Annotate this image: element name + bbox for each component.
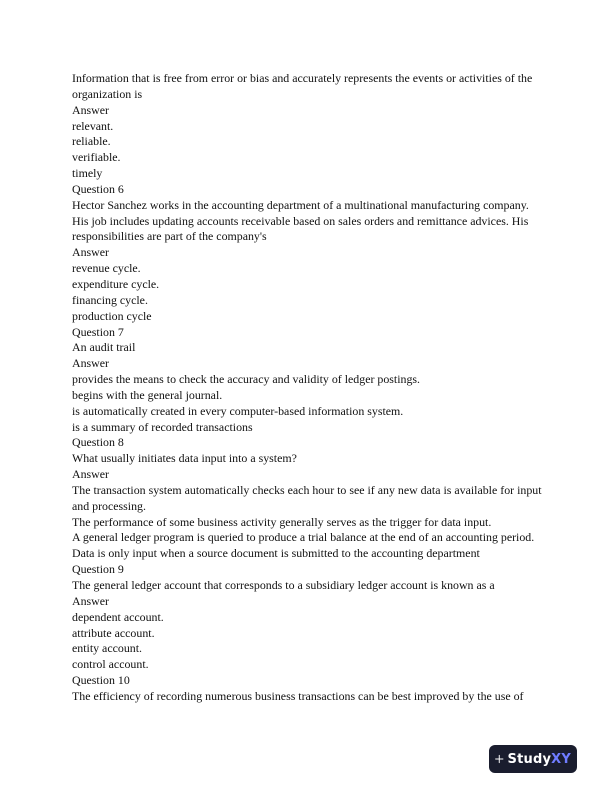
answer-option: dependent account.	[72, 609, 164, 624]
answer-option: expenditure cycle.	[72, 276, 160, 291]
answer-option: The performance of some business activity generally serves as the trigger for data input.	[72, 514, 492, 529]
question-text: The efficiency of recording numerous business transactions can be best improved by the use of	[72, 688, 524, 703]
question-text: What usually initiates data input into a system?	[72, 451, 297, 466]
question-heading: Question 7	[72, 324, 124, 339]
question-text: An audit trail	[72, 340, 136, 355]
answer-option: is a summary of recorded transactions	[72, 419, 253, 434]
question-text: The general ledger account that corresponds to a subsidiary ledger account is known as a	[72, 578, 495, 592]
question-heading: Question 6	[72, 181, 124, 196]
answer-option: timely	[72, 166, 103, 181]
answer-option: is automatically created in every computer-based information system.	[72, 403, 404, 418]
answer-label: Answer	[72, 593, 109, 608]
answer-label: Answer	[72, 245, 109, 260]
question-heading: Question 9	[72, 562, 124, 577]
answer-option: relevant.	[72, 118, 114, 133]
answer-option: Data is only input when a source document is submitted to the accounting department	[72, 546, 480, 561]
answer-option: control account.	[72, 657, 149, 672]
question-text: Hector Sanchez works in the accounting department of a multinational manufacturing company. His job includes updating accounts receivable based on sales orders and remittance advices. His responsibilities are part of the company's	[72, 197, 529, 244]
answer-option: attribute account.	[72, 625, 155, 640]
answer-option: A general ledger program is queried to produce a trial balance at the end of an accounting period.	[72, 530, 535, 545]
brand-accent: XY	[551, 751, 571, 767]
question-text: Information that is free from error or bias and accurately represents the events or activities of the organization is	[72, 71, 533, 101]
brand-main: Study	[507, 751, 552, 767]
answer-option: entity account.	[72, 641, 142, 656]
studyxy-logo-text	[508, 752, 571, 767]
answer-option: reliable.	[72, 134, 111, 149]
answer-label: Answer	[72, 467, 109, 482]
answer-label: Answer	[72, 356, 109, 371]
plus-icon	[495, 752, 504, 766]
answer-option: production cycle	[72, 308, 152, 323]
question-heading: Question 8	[72, 435, 124, 450]
answer-option: verifiable.	[72, 150, 121, 165]
answer-option: begins with the general journal.	[72, 387, 223, 402]
document-body	[72, 71, 542, 705]
studyxy-badge[interactable]	[489, 745, 577, 773]
answer-option: provides the means to check the accuracy and validity of ledger postings.	[72, 372, 421, 387]
answer-option: The transaction system automatically checks each hour to see if any new data is available for input and processing.	[72, 482, 542, 513]
answer-option: financing cycle.	[72, 292, 148, 307]
answer-label: Answer	[72, 102, 109, 117]
question-heading: Question 10	[72, 673, 130, 688]
answer-option: revenue cycle.	[72, 261, 141, 276]
